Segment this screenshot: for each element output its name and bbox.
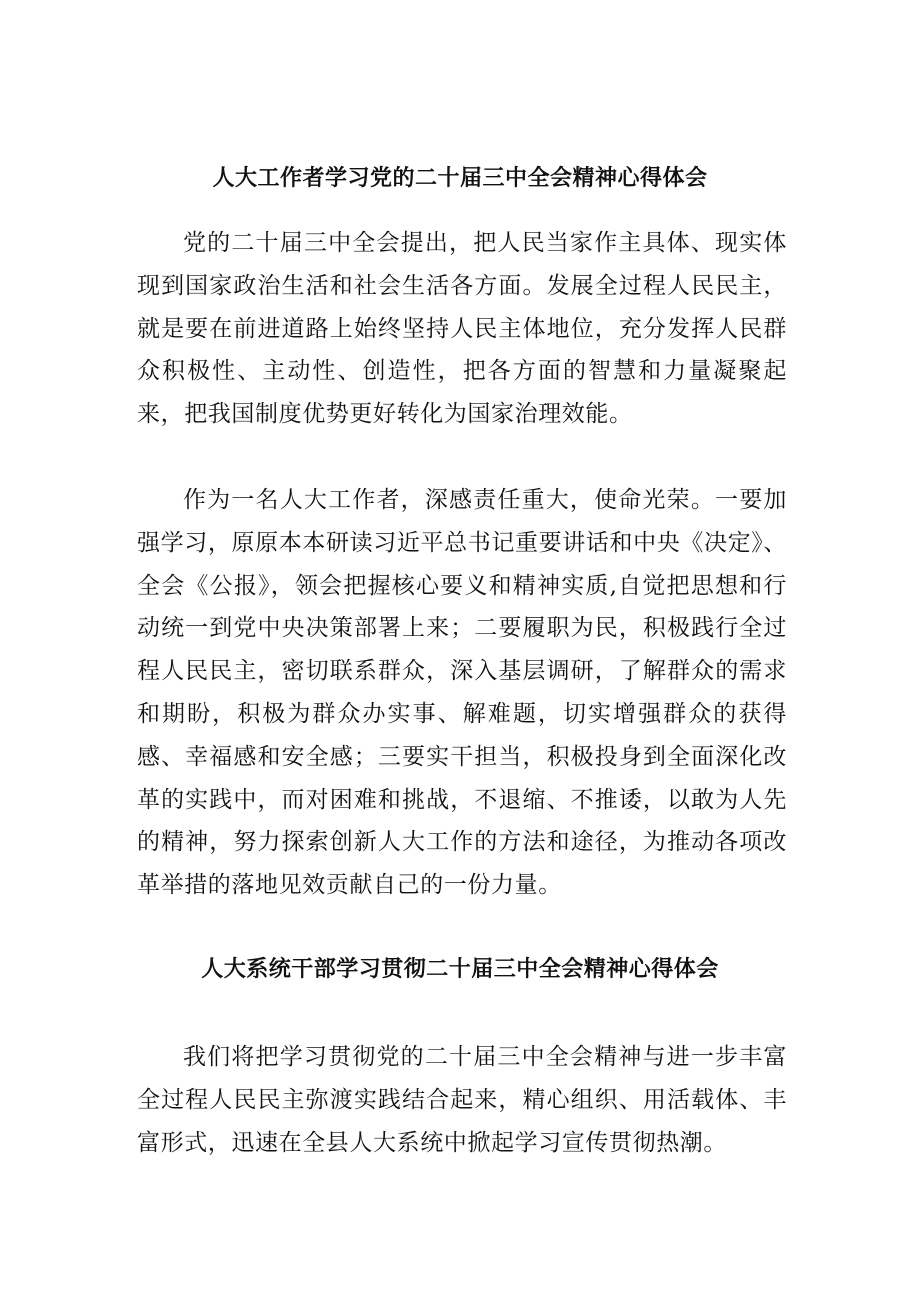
section-2-title: 人大系统干部学习贯彻二十届三中全会精神心得体会: [201, 957, 719, 982]
section-1-paragraph-2: 作为一名人大工作者，深感责任重大，使命光荣。一要加强学习，原原本本研读习近平总书记重要讲话和中央《决定》、全会《公报》，领会把握核心要义和精神实质,自觉把思想和行动统一到党中央决策部署上来；二要履职为民，积极践行全过程人民民主，密切联系群众，深入基层调研，了解群众的需求和期盼，积极为群众办实事、解难题，切实增强群众的获得感、幸福感和安全感；三要实干担当，积极投身到全面深化改革的实践中，而对困难和挑战，不退缩、不推诿，以敢为人先的精神，努力探索创新人大工作的方法和途径，为推动各项改革举措的落地见效贡献自己的一份力量。: [137, 487, 787, 899]
section-1-title: 人大工作者学习党的二十届三中全会精神心得体会: [212, 166, 708, 191]
section-2-paragraph-1: 我们将把学习贯彻党的二十届三中全会精神与进一步丰富全过程人民民主弥渡实践结合起来，精心组织、用活载体、丰富形式，迅速在全县人大系统中掀起学习宣传贯彻热潮。: [137, 1044, 787, 1156]
section-1-paragraph-1: 党的二十届三中全会提出，把人民当家作主具体、现实体现到国家政治生活和社会生活各方面。发展全过程人民民主，就是要在前进道路上始终坚持人民主体地位，充分发挥人民群众积极性、主动性、创造性，把各方面的智慧和力量凝聚起来，把我国制度优势更好转化为国家治理效能。: [137, 230, 787, 428]
